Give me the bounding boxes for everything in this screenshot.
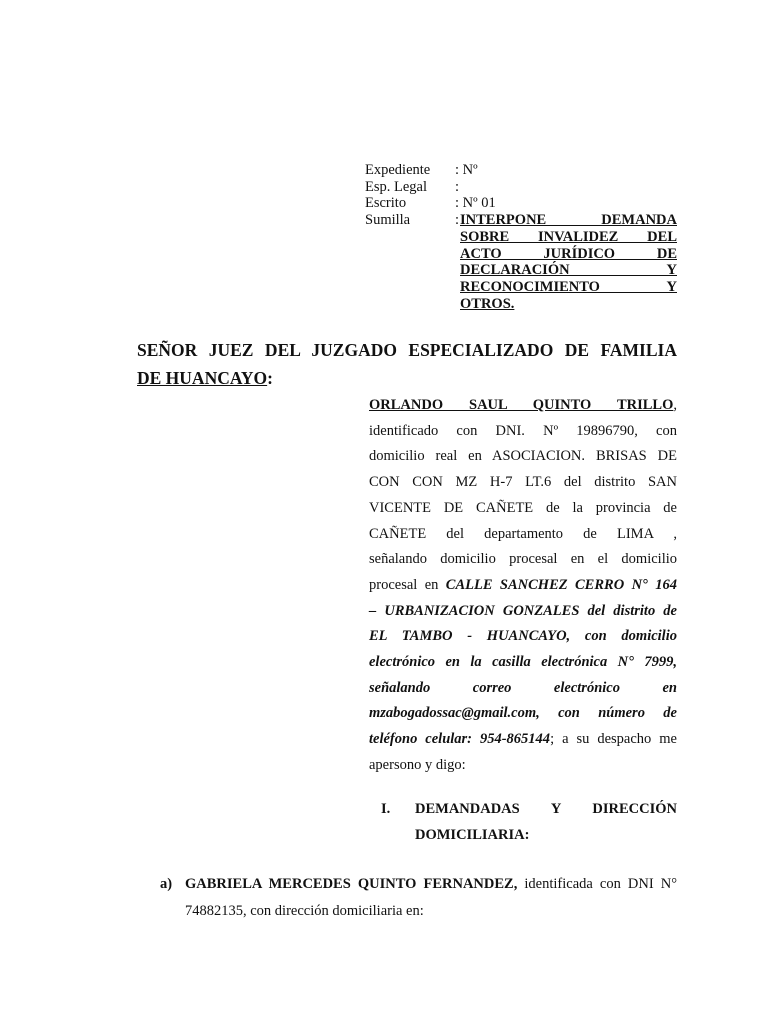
addressee-line-2 bbox=[137, 364, 677, 392]
intro-line bbox=[369, 624, 677, 650]
intro-text: mzabogadossac@gmail.com, con número de bbox=[369, 705, 677, 722]
intro-line bbox=[369, 547, 677, 573]
intro-text: electrónico en la casilla electrónica N° 7999, bbox=[369, 654, 677, 671]
sumilla-row bbox=[365, 212, 677, 312]
sumilla-line: RECONOCIMIENTO Y bbox=[460, 278, 677, 295]
sumilla-line: ACTO JURÍDICO DE bbox=[460, 245, 677, 262]
defendant-name: GABRIELA MERCEDES QUINTO FERNANDEZ, bbox=[185, 876, 518, 892]
intro-line bbox=[369, 701, 677, 727]
intro-text: teléfono celular: 954-865144 bbox=[369, 731, 551, 748]
intro-text: ; a su despacho me bbox=[550, 731, 677, 748]
defendant-details: identificada con DNI N° 74882135, con dirección domiciliaria en: bbox=[185, 876, 677, 919]
esp-legal-row bbox=[365, 179, 677, 196]
intro-text: ORLANDO SAUL QUINTO TRILLO bbox=[369, 397, 674, 413]
section-title bbox=[415, 796, 677, 848]
intro-line bbox=[369, 573, 677, 599]
addressee-heading bbox=[137, 336, 677, 392]
escrito-row bbox=[365, 195, 677, 212]
intro-line bbox=[369, 444, 677, 470]
addressee-line-1: SEÑOR JUEZ DEL JUZGADO ESPECIALIZADO DE FAMILIA bbox=[137, 340, 677, 360]
intro-line bbox=[369, 753, 677, 779]
defendant-item-a bbox=[160, 871, 677, 924]
sumilla-line: INTERPONE DEMANDA bbox=[460, 212, 677, 229]
intro-text: procesal en bbox=[369, 576, 446, 593]
esp-legal-label: Esp. Legal bbox=[365, 178, 428, 195]
intro-text: CAÑETE del departamento de LIMA , bbox=[369, 525, 677, 542]
sumilla-line: DECLARACIÓN Y bbox=[460, 262, 677, 279]
escrito-label: Escrito bbox=[365, 195, 407, 212]
section-heading bbox=[381, 796, 677, 848]
intro-line bbox=[369, 522, 677, 548]
defendant-description bbox=[185, 871, 677, 924]
intro-text: domicilio real en ASOCIACION. BRISAS DE bbox=[369, 448, 677, 465]
intro-text: apersono y digo: bbox=[369, 756, 466, 773]
esp-legal-value: : bbox=[455, 178, 460, 195]
intro-line bbox=[369, 470, 677, 496]
intro-text: CON CON MZ H-7 LT.6 del distrito SAN bbox=[369, 474, 677, 491]
petitioner-intro-paragraph bbox=[369, 393, 677, 779]
intro-text: identificado con DNI. Nº 19896790, con bbox=[369, 422, 677, 439]
sumilla-line: SOBRE INVALIDEZ DEL bbox=[460, 228, 677, 245]
case-header bbox=[365, 162, 677, 312]
intro-text: EL TAMBO - HUANCAYO, con domicilio bbox=[369, 628, 677, 645]
intro-text: , bbox=[673, 397, 677, 413]
section-title-line-2: DOMICILIARIA: bbox=[415, 827, 530, 843]
section-title-line-1: DEMANDADAS Y DIRECCIÓN bbox=[415, 801, 677, 817]
intro-text: CALLE SANCHEZ CERRO N° 164 bbox=[445, 576, 677, 593]
item-letter: a) bbox=[160, 876, 173, 892]
intro-text: señalando domicilio procesal en el domicilio bbox=[369, 551, 677, 568]
sumilla-separator: : bbox=[455, 212, 460, 229]
escrito-value: : Nº 01 bbox=[455, 195, 496, 212]
intro-line bbox=[369, 727, 677, 753]
addressee-colon: : bbox=[267, 368, 273, 388]
intro-line bbox=[369, 419, 677, 445]
intro-line bbox=[369, 676, 677, 702]
section-number: I. bbox=[381, 801, 391, 817]
sumilla-label: Sumilla bbox=[365, 212, 411, 229]
addressee-court-city: DE HUANCAYO bbox=[137, 368, 268, 388]
sumilla-line: OTROS. bbox=[460, 295, 515, 312]
intro-line bbox=[369, 650, 677, 676]
intro-line bbox=[369, 599, 677, 625]
intro-text: – URBANIZACION GONZALES del distrito de bbox=[369, 602, 677, 619]
intro-text: señalando correo electrónico en bbox=[369, 679, 677, 696]
intro-line bbox=[369, 393, 677, 419]
expediente-row bbox=[365, 162, 677, 179]
intro-line bbox=[369, 496, 677, 522]
expediente-value: : Nº bbox=[455, 162, 478, 178]
sumilla-text bbox=[457, 212, 677, 312]
expediente-label: Expediente bbox=[365, 162, 431, 178]
intro-text: VICENTE DE CAÑETE de la provincia de bbox=[369, 499, 677, 516]
